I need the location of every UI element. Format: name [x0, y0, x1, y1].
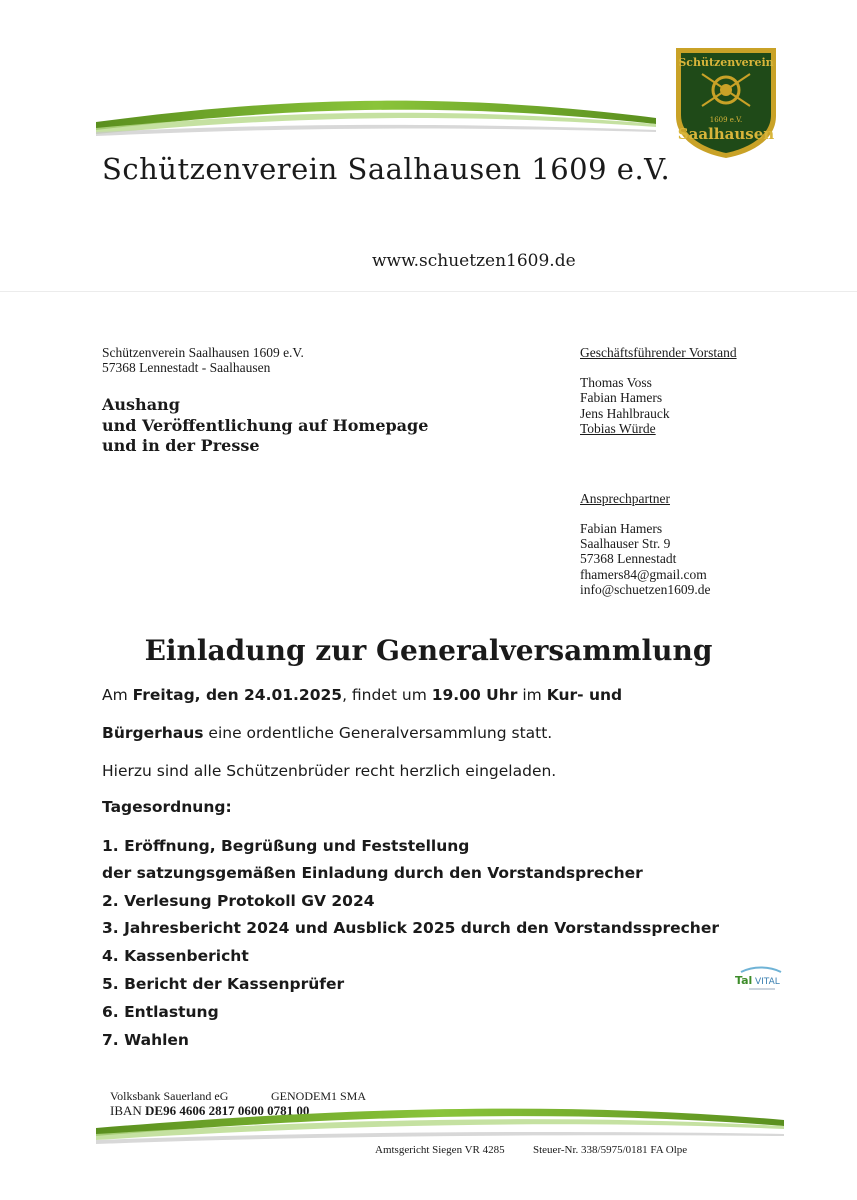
contact-heading: Ansprechpartner [580, 491, 670, 506]
invitation-title: Einladung zur Generalversammlung [144, 634, 713, 667]
agenda-item: 2. Verlesung Protokoll GV 2024 [102, 892, 375, 910]
contact-email[interactable]: fhamers84@gmail.com [580, 567, 707, 582]
text: im [517, 686, 547, 704]
notice-line-3: und in der Presse [102, 436, 260, 455]
text: Am [102, 686, 133, 704]
text: eine ordentliche Generalversammlung statt. [203, 724, 553, 742]
iban-label: IBAN [110, 1103, 146, 1118]
invitation-paragraph-1 [102, 686, 622, 704]
svg-text:1609 e.V.: 1609 e.V. [709, 116, 743, 124]
header-swoosh [90, 80, 670, 150]
agenda-heading: Tagesordnung: [102, 798, 232, 816]
agenda-item: 3. Jahresbericht 2024 und Ausblick 2025 durch den Vorstandssprecher [102, 919, 719, 937]
board-member: Fabian Hamers [580, 390, 663, 405]
board-member: Tobias Würde [580, 421, 656, 436]
tax-number: Steuer-Nr. 338/5975/0181 FA Olpe [533, 1144, 688, 1156]
agenda-item: 7. Wahlen [102, 1031, 189, 1049]
time-text: 19.00 Uhr [431, 686, 518, 704]
agenda-item: 5. Bericht der Kassenprüfer [102, 975, 345, 993]
board-heading: Geschäftsführender Vorstand [580, 345, 737, 360]
venue-text: Kur- und [546, 686, 623, 704]
contact-email[interactable]: info@schuetzen1609.de [580, 582, 711, 597]
notice-line-1: Aushang [102, 395, 180, 414]
contact-line: Fabian Hamers [580, 521, 663, 536]
svg-text:Saalhausen: Saalhausen [677, 125, 775, 143]
agenda-item: 4. Kassenbericht [102, 947, 249, 965]
board-member: Thomas Voss [580, 375, 652, 390]
notice-line-2: und Veröffentlichung auf Homepage [102, 415, 429, 435]
agenda-item: 1. Eröffnung, Begrüßung und Feststellung [102, 837, 470, 855]
contact-line: 57368 Lennestadt [580, 551, 677, 566]
bank-bic: GENODEM1 SMA [271, 1089, 367, 1103]
invitation-paragraph-2 [102, 724, 552, 742]
bank-name: Volksbank Sauerland eG [110, 1089, 229, 1103]
sender-address: 57368 Lennestadt - Saalhausen [102, 360, 271, 375]
text: , findet um [342, 686, 432, 704]
court-registration: Amtsgericht Siegen VR 4285 [375, 1144, 505, 1156]
venue-text: Bürgerhaus [102, 724, 204, 742]
footer-swoosh [90, 1092, 790, 1150]
contact-line: Saalhauser Str. 9 [580, 536, 671, 551]
sender-name: Schützenverein Saalhausen 1609 e.V. [102, 345, 304, 360]
agenda-item: der satzungsgemäßen Einladung durch den Vorstandsprecher [102, 864, 643, 882]
club-title: Schützenverein Saalhausen 1609 e.V. [102, 152, 671, 186]
notice-block [102, 395, 428, 457]
invitation-paragraph-3: Hierzu sind alle Schützenbrüder recht herzlich eingeladen. [102, 762, 557, 780]
agenda-item: 6. Entlastung [102, 1003, 219, 1021]
date-text: Freitag, den 24.01.2025 [132, 686, 343, 704]
website-link[interactable]: www.schuetzen1609.de [372, 251, 576, 271]
header-divider [0, 291, 857, 292]
board-member: Jens Hahlbrauck [580, 406, 670, 421]
talvital-logo-icon [733, 966, 789, 992]
club-crest-icon [674, 46, 778, 160]
svg-text:Tal: Tal [735, 974, 753, 987]
svg-text:VITAL: VITAL [755, 977, 780, 987]
iban-value: DE96 4606 2817 0600 0781 00 [145, 1103, 310, 1118]
svg-text:Schützenverein: Schützenverein [678, 56, 774, 69]
